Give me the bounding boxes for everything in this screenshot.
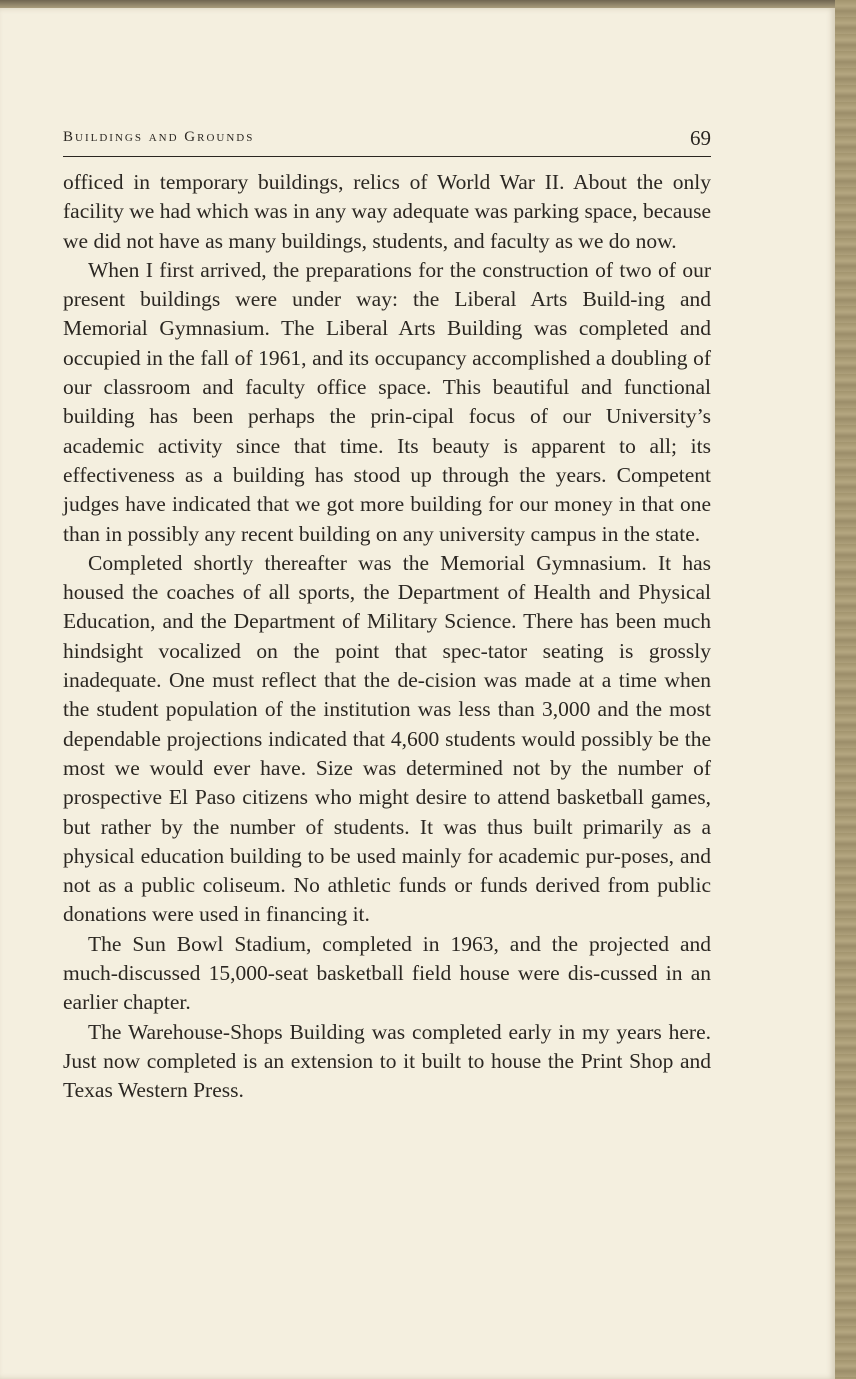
page-header: [63, 126, 711, 157]
paragraph-4: The Sun Bowl Stadium, completed in 1963, and the projected and much-discussed 15,000-seat basketball field house were dis-cussed in an earlier chapter.: [63, 931, 711, 1015]
page-number: 69: [690, 126, 711, 150]
paragraph-3: Completed shortly thereafter was the Memorial Gymnasium. It has housed the coaches of all sports, the Department of Health and Physical Education, and the Department of Military Science. There has been much hindsight vocalized on the point that spec-tator seating is grossly inadequate. One must reflect that the de-cision was made at a time when the student population of the institution was less than 3,000 and the most dependable projections indicated that 4,600 students would possibly be the most we would ever have. Size was determined not by the number of prospective El Paso citizens who might desire to attend basketball games, but rather by the number of students. It was thus built primarily as a physical education building to be used mainly for academic pur-poses, and not as a public coliseum. No athletic funds or funds derived from public donations were used in financing it.: [63, 550, 711, 927]
paragraph-1: officed in temporary buildings, relics of World War II. About the only facility we had which was in any way adequate was parking space, because we did not have as many buildings, students, and faculty as we do now.: [63, 170, 711, 253]
body-text: [63, 168, 711, 1106]
page-right-edge: [835, 0, 856, 1379]
paragraph-5: The Warehouse-Shops Building was completed early in my years here. Just now completed is an extension to it built to house the Print Shop and Texas Western Press.: [63, 1019, 711, 1103]
paragraph-2: When I first arrived, the preparations for the construction of two of our present buildings were under way: the Liberal Arts Build-ing and Memorial Gymnasium. The Liberal Arts Building was completed and occupied in the fall of 1961, and its occupancy accomplished a doubling of our classroom and faculty office space. This beautiful and functional building has been perhaps the prin-cipal focus of our University’s academic activity since that time. Its beauty is apparent to all; its effectiveness as a building has stood up through the years. Competent judges have indicated that we got more building for our money in that one than in possibly any recent building on any university campus in the state.: [63, 257, 711, 546]
running-head: Buildings and Grounds: [63, 129, 255, 145]
